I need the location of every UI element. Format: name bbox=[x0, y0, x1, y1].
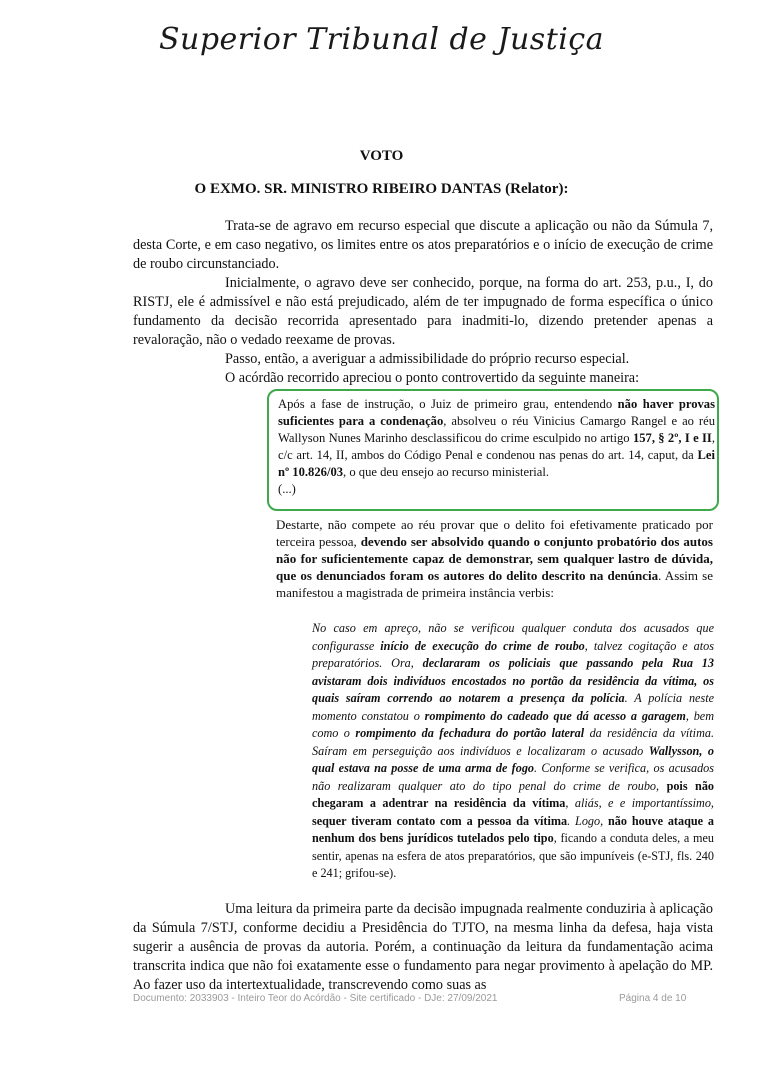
verbis-bold: não houve ataque a nenhum dos bens jurídicos tutelados pelo tipo bbox=[312, 813, 715, 845]
rapporteur-heading: O EXMO. SR. MINISTRO RIBEIRO DANTAS (Relator): bbox=[194, 181, 569, 197]
verbis-emphasis: rompimento da fechadura do portão lateral bbox=[355, 726, 585, 740]
quote-ellipsis: (...) bbox=[278, 482, 296, 496]
verbis-emphasis: Wallysson, o qual estava na posse de uma arma de fogo bbox=[312, 743, 714, 775]
intro-paragraphs bbox=[133, 217, 713, 388]
quote-text: , c/c art. 14, II, ambos do Código Penal e condenou nas penas do art. 14, caput, da bbox=[278, 431, 715, 462]
verbis-bold: pois não chegaram a adentrar na residência da vítima bbox=[312, 778, 715, 810]
paragraph-1: Trata-se de agravo em recurso especial que discute a aplicação ou não da Súmula 7, desta Corte, e em caso negativo, os limites entre os atos preparatórios e o início de execução de crime de roubo circunstanciado. bbox=[133, 218, 713, 272]
quote-text: Após a fase de instrução, o Juiz de primeiro grau, entendendo bbox=[278, 397, 618, 411]
page-title: VOTO bbox=[359, 148, 404, 164]
analysis-text: Uma leitura da primeira parte da decisão impugnada realmente conduziria à aplicação da Súmula 7/STJ, conforme decidiu a Presidência do TJTO, na mesma linha da defesa, haja vista sugerir a ausência de provas da autoria. Porém, a continuação da leitura da fundamentação acima transcrita indica que não foi exatamente esse o fundamento para negar provimento à apelação do MP. Ao fazer uso da intertextualidade, transcrevendo como suas as bbox=[133, 901, 713, 993]
quoted-ruling-text bbox=[278, 396, 715, 481]
verbis-italic: No caso em apreço, não se verificou qualquer conduta dos acusados que configurasse bbox=[312, 621, 714, 653]
quote-text: , o que deu ensejo ao recurso ministerial. bbox=[343, 465, 550, 479]
quote-text: , absolveu o réu Vinicius Camargo Rangel e ao réu Wallyson Nunes Marinho desclassificou do crime esculpido no artigo bbox=[278, 414, 715, 445]
quote-emphasis: 157, § 2º, I e II bbox=[632, 431, 712, 445]
verbis-emphasis: declararam os policiais que passando pela Rua 13 avistaram dois indivíduos encostados no portão da residência da vítima, os quais saíram correndo ao notarem a presença da polícia bbox=[312, 656, 714, 705]
quoted-continuation bbox=[276, 516, 713, 601]
verbis-emphasis: início de execução do crime de roubo bbox=[380, 638, 585, 653]
verbis-italic: . A polícia neste momento constatou o bbox=[312, 691, 714, 723]
verbis-bold: sequer tiveram contato com a pessoa da vítima bbox=[312, 813, 568, 828]
footer-document-info: Documento: 2033903 - Inteiro Teor do Acórdão - Site certificado - DJe: 27/09/2021 bbox=[133, 993, 498, 1004]
quote-emphasis: Lei nº 10.826/03 bbox=[278, 448, 715, 479]
paragraph-2: Inicialmente, o agravo deve ser conhecido, porque, na forma do art. 253, p.u., I, do RISTJ, ele é admissível e não está prejudicado, além de ter impugnado de forma específica o único fundamento da decisão recorrida apresentado para inadmiti-lo, dizendo pretender apenas a revaloração, não o vedado reexame de provas. bbox=[133, 275, 713, 348]
quoted-continuation-text bbox=[276, 516, 713, 601]
quote-emphasis: não haver provas suficientes para a condenação bbox=[278, 397, 715, 428]
verbis-italic: . Conforme se verifica, os acusados não realizaram qualquer ato do tipo penal do crime de roubo, bbox=[312, 761, 714, 793]
analysis-paragraph bbox=[133, 900, 713, 995]
verbis-italic: , talvez cogitação e atos preparatórios. Ora, bbox=[312, 638, 714, 670]
quote-text: . Assim se manifestou a magistrada de primeira instância verbis: bbox=[276, 568, 714, 600]
verbis-italic: , aliás, e e importantíssimo, bbox=[565, 796, 714, 810]
quote-text: Destarte, não compete ao réu provar que o delito foi efetivamente praticado por terceira pessoa, bbox=[276, 517, 713, 549]
verbis-plain: , ficando a conduta deles, a meu sentir, apenas na esfera de atos preparatórios, que são impuníveis (e-STJ, fls. 240 e 241; grifou-se). bbox=[312, 831, 714, 880]
court-logo-header: Superior Tribunal de Justiça bbox=[158, 22, 605, 57]
footer-page-number: Página 4 de 10 bbox=[619, 993, 687, 1004]
verbis-text bbox=[312, 620, 714, 883]
verbis-italic: da residência da vítima. Saíram em perseguição aos indivíduos e localizaram o acusado bbox=[312, 726, 715, 758]
verbis-quote bbox=[312, 620, 714, 883]
quoted-ruling bbox=[278, 396, 715, 498]
verbis-italic: . Logo, bbox=[567, 813, 609, 828]
verbis-italic: , bem como o bbox=[312, 708, 714, 740]
paragraph-4: O acórdão recorrido apreciou o ponto controvertido da seguinte maneira: bbox=[225, 370, 640, 386]
quote-emphasis: devendo ser absolvido quando o conjunto probatório dos autos não for suficientemente capaz de demonstrar, sem qualquer lastro de dúvida, que os denunciados foram os autores do delito descrito na denúncia bbox=[276, 534, 713, 583]
verbis-emphasis: rompimento do cadeado que dá acesso a garagem bbox=[424, 708, 686, 723]
paragraph-3: Passo, então, a averiguar a admissibilidade do próprio recurso especial. bbox=[225, 351, 630, 367]
